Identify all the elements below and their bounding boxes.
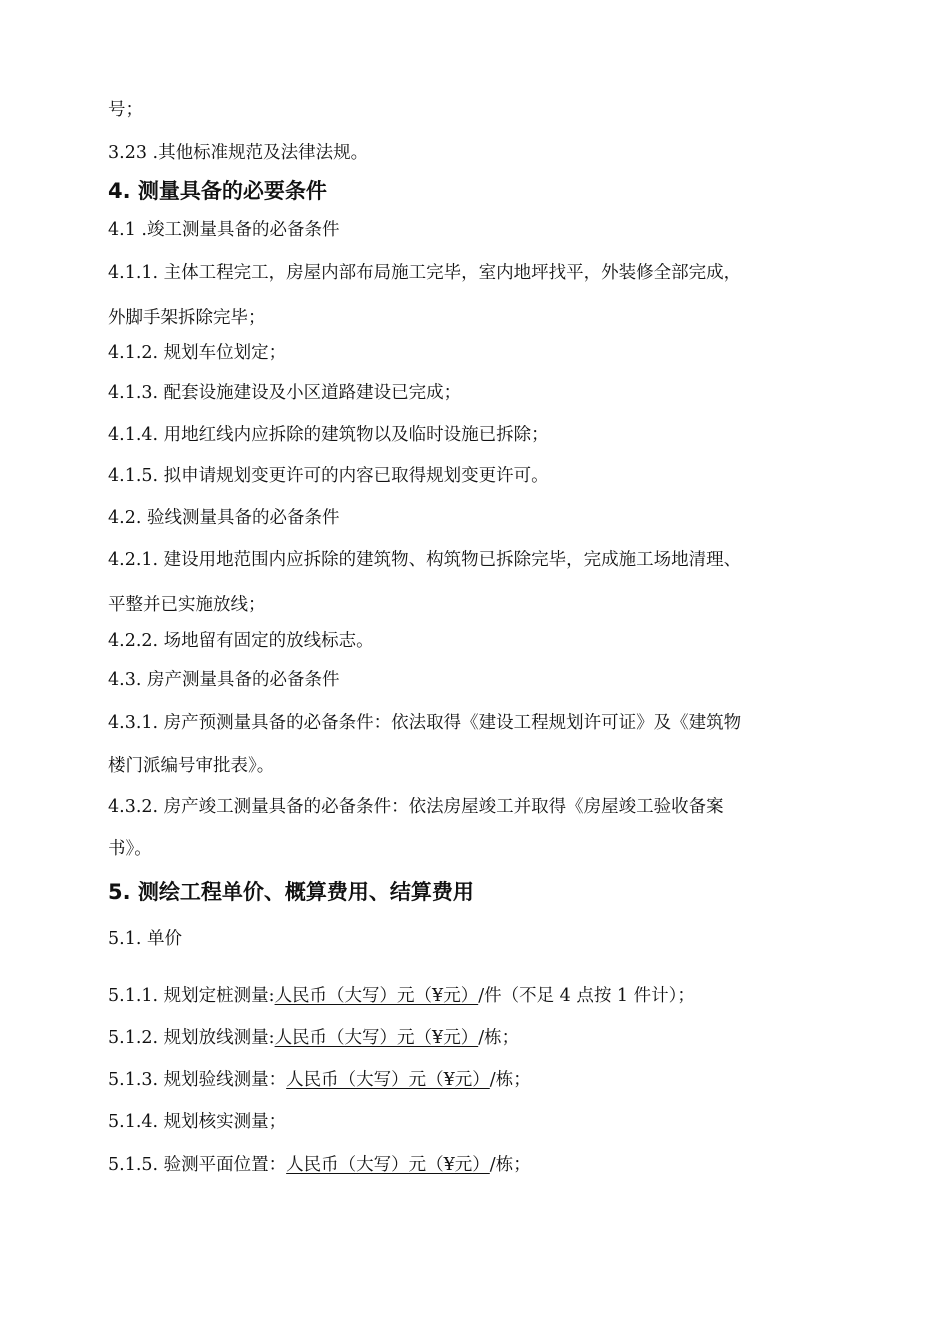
price-item-label: 5.1.3. 规划验线测量： (108, 1070, 287, 1090)
text-line: 外脚手架拆除完毕； (108, 308, 266, 328)
price-item-amount: 人民币（大写）元（¥元） (274, 1028, 479, 1048)
price-item-suffix: /件（不足 4 点按 1 件计）； (478, 986, 695, 1006)
price-item (108, 1069, 531, 1091)
text-line: 4.1.2. 规划车位划定； (108, 343, 287, 363)
price-item (108, 1111, 286, 1133)
text-line: 4.2.1. 建设用地范围内应拆除的建筑物、构筑物已拆除完毕，完成施工场地清理、 (108, 550, 742, 570)
price-item-label: 5.1.5. 验测平面位置： (108, 1155, 287, 1175)
text-line: 4.1.3. 配套设施建设及小区道路建设已完成； (108, 383, 462, 403)
section-heading-5: 5. 测绘工程单价、概算费用、结算费用 (108, 880, 474, 904)
price-item (108, 985, 695, 1007)
price-item-suffix: /栋； (489, 1070, 531, 1090)
price-item-label: 5.1.4. 规划核实测量； (108, 1112, 287, 1132)
price-item (108, 1027, 519, 1049)
text-line: 平整并已实施放线； (108, 595, 266, 615)
subsection-heading: 4.1 .竣工测量具备的必备条件 (108, 220, 340, 240)
text-line: 4.3.2. 房产竣工测量具备的必备条件：依法房屋竣工并取得《房屋竣工验收备案 (108, 797, 724, 817)
price-item-suffix: /栋； (489, 1155, 531, 1175)
section-heading-4: 4. 测量具备的必要条件 (108, 179, 327, 203)
text-line: 书》。 (108, 839, 152, 859)
text-line: 4.1.5. 拟申请规划变更许可的内容已取得规划变更许可。 (108, 466, 549, 486)
price-item-label: 5.1.2. 规划放线测量: (108, 1028, 275, 1048)
text-line: 号； (108, 100, 143, 120)
price-item-amount: 人民币（大写）元（¥元） (286, 1070, 490, 1090)
subsection-heading: 4.2. 验线测量具备的必备条件 (108, 508, 340, 528)
text-line: 4.2.2. 场地留有固定的放线标志。 (108, 631, 374, 651)
subsection-heading: 5.1. 单价 (108, 929, 182, 949)
text-line: 3.23 .其他标准规范及法律法规。 (108, 143, 369, 163)
price-item-label: 5.1.1. 规划定桩测量: (108, 986, 275, 1006)
price-item (108, 1154, 531, 1176)
text-line: 4.3.1. 房产预测量具备的必备条件：依法取得《建设工程规划许可证》及《建筑物 (108, 713, 742, 733)
text-line: 楼门派编号审批表》。 (108, 756, 275, 776)
text-line: 4.1.4. 用地红线内应拆除的建筑物以及临时设施已拆除； (108, 425, 549, 445)
price-item-suffix: /栋； (478, 1028, 520, 1048)
subsection-heading: 4.3. 房产测量具备的必备条件 (108, 670, 340, 690)
text-line: 4.1.1. 主体工程完工，房屋内部布局施工完毕，室内地坪找平，外装修全部完成， (108, 263, 742, 283)
price-item-amount: 人民币（大写）元（¥元） (274, 986, 479, 1006)
price-item-amount: 人民币（大写）元（¥元） (286, 1155, 490, 1175)
